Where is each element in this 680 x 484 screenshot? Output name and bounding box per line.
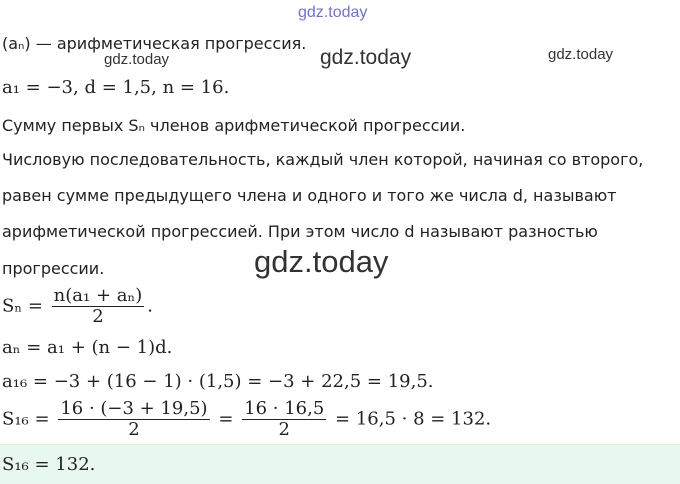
s16-fraction-2-denominator: 2 xyxy=(278,419,290,440)
watermark-small-right: gdz.today xyxy=(548,46,614,63)
sum-formula-fraction xyxy=(52,287,145,326)
s16-fraction-1 xyxy=(58,400,209,439)
s16-fraction-2 xyxy=(242,400,326,439)
definition-line-2: равен сумме предыдущего члена и одного и того же числа d, называют xyxy=(2,186,617,205)
s16-result: = 16,5 · 8 = 132. xyxy=(335,408,492,430)
sum-formula xyxy=(2,287,153,326)
s16-lhs: S₁₆ = xyxy=(2,408,50,430)
sum-formula-lhs: Sₙ = xyxy=(2,295,43,317)
watermark-top: gdz.today xyxy=(298,4,368,21)
s16-calculation xyxy=(2,400,491,439)
progression-note: (aₙ) — арифметическая прогрессия. xyxy=(2,34,307,53)
given-values: a₁ = −3, d = 1,5, n = 16. xyxy=(2,77,230,98)
s16-fraction-2-numerator: 16 · 16,5 xyxy=(244,398,325,419)
definition-line-1: Числовую последовательность, каждый член которой, начиная со второго, xyxy=(2,150,644,169)
definition-line-4: прогрессии. xyxy=(2,259,105,278)
task-text: Сумму первых Sₙ членов арифметической прогрессии. xyxy=(2,116,466,135)
sum-formula-period: . xyxy=(147,295,154,317)
s16-fraction-1-denominator: 2 xyxy=(128,419,140,440)
s16-equals: = xyxy=(218,408,234,430)
watermark-small-left: gdz.today xyxy=(104,51,170,68)
a16-calculation: a₁₆ = −3 + (16 − 1) · (1,5) = −3 + 22,5 = 19,5. xyxy=(2,371,434,392)
nth-term-formula: aₙ = a₁ + (n − 1)d. xyxy=(2,337,173,358)
sum-formula-numerator: n(a₁ + aₙ) xyxy=(53,285,143,306)
watermark-large: gdz.today xyxy=(254,244,389,279)
definition-line-3: арифметической прогрессией. При этом число d называют разностью xyxy=(2,222,598,241)
answer-box xyxy=(0,444,680,484)
sum-formula-denominator: 2 xyxy=(92,306,104,327)
watermark-medium: gdz.today xyxy=(320,46,412,69)
s16-fraction-1-numerator: 16 · (−3 + 19,5) xyxy=(60,398,208,419)
answer-text: S₁₆ = 132. xyxy=(2,454,96,475)
